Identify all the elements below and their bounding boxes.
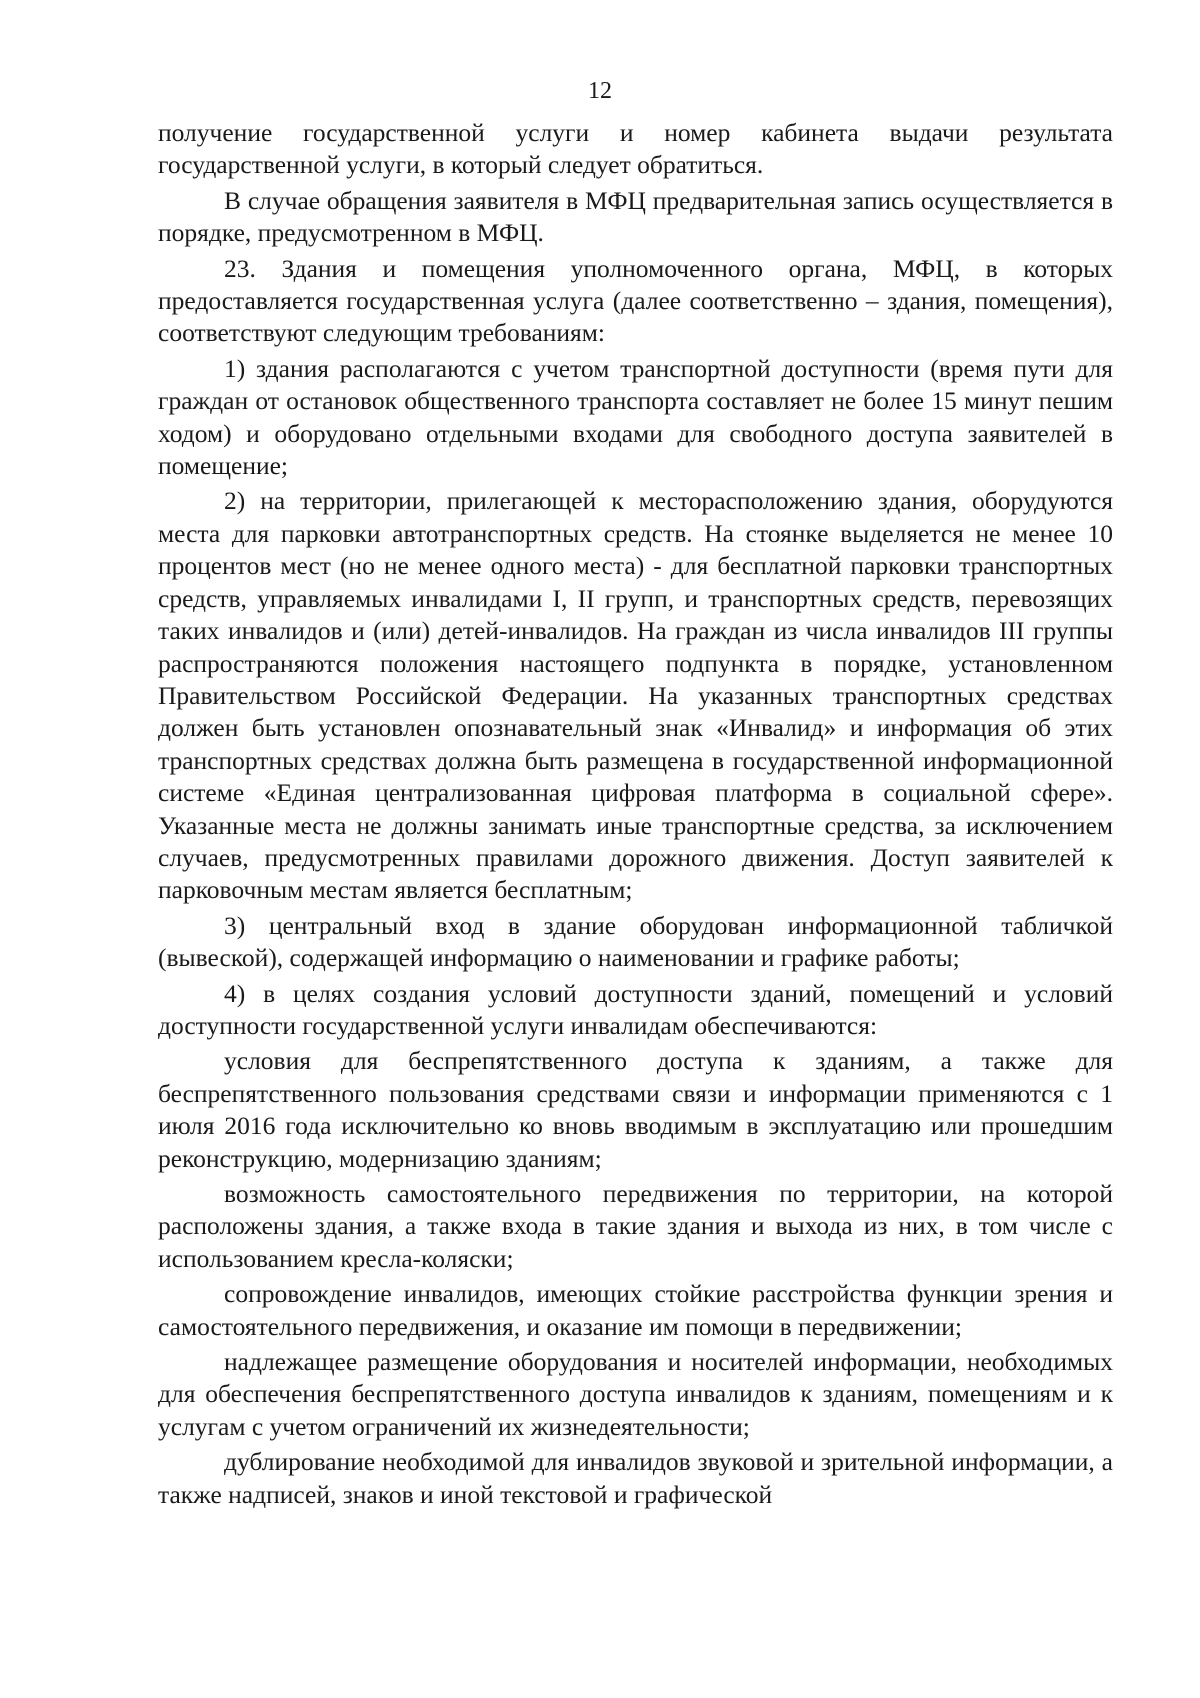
paragraph-item-1-transport: 1) здания располагаются с учетом транспортной доступности (время пути для граждан от остановок общественного транспорта составляет не более 15 минут пешим ходом) и оборудовано отдельными входами для свободного доступа заявителей в помещение; [158,353,1113,481]
page-number: 12 [588,78,612,104]
paragraph-escort: сопровождение инвалидов, имеющих стойкие расстройства функции зрения и самостоятельного передвижения, и оказание им помощи в передвижении; [158,1279,1113,1341]
paragraph-information-duplication: дублирование необходимой для инвалидов звуковой и зрительной информации, а также надписей, знаков и иной текстовой и графической [158,1447,1113,1509]
paragraph-equipment-placement: надлежащее размещение оборудования и носителей информации, необходимых для обеспечения беспрепятственного доступа инвалидов к зданиям, помещениям и к услугам с учетом ограничений их жизнедеятельности; [158,1347,1113,1441]
paragraph-item-3-entrance: 3) центральный вход в здание оборудован информационной табличкой (вывеской), содержащей информацию о наименовании и графике работы; [158,910,1113,973]
paragraph-access-conditions: условия для беспрепятственного доступа к зданиям, а также для беспрепятственного пользования средствами связи и информации применяются с 1 июля 2016 года исключительно ко вновь вводимым в эксплуатацию или прошедшим реконструкцию, модернизацию зданиям; [158,1046,1113,1173]
paragraph-item-2-parking: 2) на территории, прилегающей к месторасположению здания, оборудуются места для парковки автотранспортных средств. На стоянке выделяется не менее 10 процентов мест (но не менее одного места) - для бесплатной парковки транспортных средств, управляемых инвалидами I, II групп, и транспортных средств, перевозящих таких инвалидов и (или) детей-инвалидов. На граждан из числа инвалидов III группы распространяются положения настоящего подпункта в порядке, установленном Правительством Российской Федерации. На указанных транспортных средствах должен быть установлен опознавательный знак «Инвалид» и информация об этих транспортных средствах должна быть размещена в государственной информационной системе «Единая централизованная цифровая платформа в социальной сфере». Указанные места не должны занимать иные транспортные средства, за исключением случаев, предусмотренных правилами дорожного движения. Доступ заявителей к парковочным местам является бесплатным; [158,486,1113,905]
paragraph-item-4-accessibility: 4) в целях создания условий доступности зданий, помещений и условий доступности государственной услуги инвалидам обеспечиваются: [158,978,1113,1040]
document-body [158,117,1113,1514]
paragraph-continuation: получение государственной услуги и номер кабинета выдачи результата государственной услуги, в который следует обратиться. [158,118,1113,180]
paragraph-mfc-appointment: В случае обращения заявителя в МФЦ предварительная запись осуществляется в порядке, предусмотренном в МФЦ. [158,185,1113,248]
paragraph-23-requirements: 23. Здания и помещения уполномоченного органа, МФЦ, в которых предоставляется государственная услуга (далее соответственно – здания, помещения), соответствуют следующим требованиям: [158,253,1113,348]
paragraph-independent-movement: возможность самостоятельного передвижения по территории, на которой расположены здания, а также входа в такие здания и выхода из них, в том числе с использованием кресла-коляски; [158,1179,1113,1273]
